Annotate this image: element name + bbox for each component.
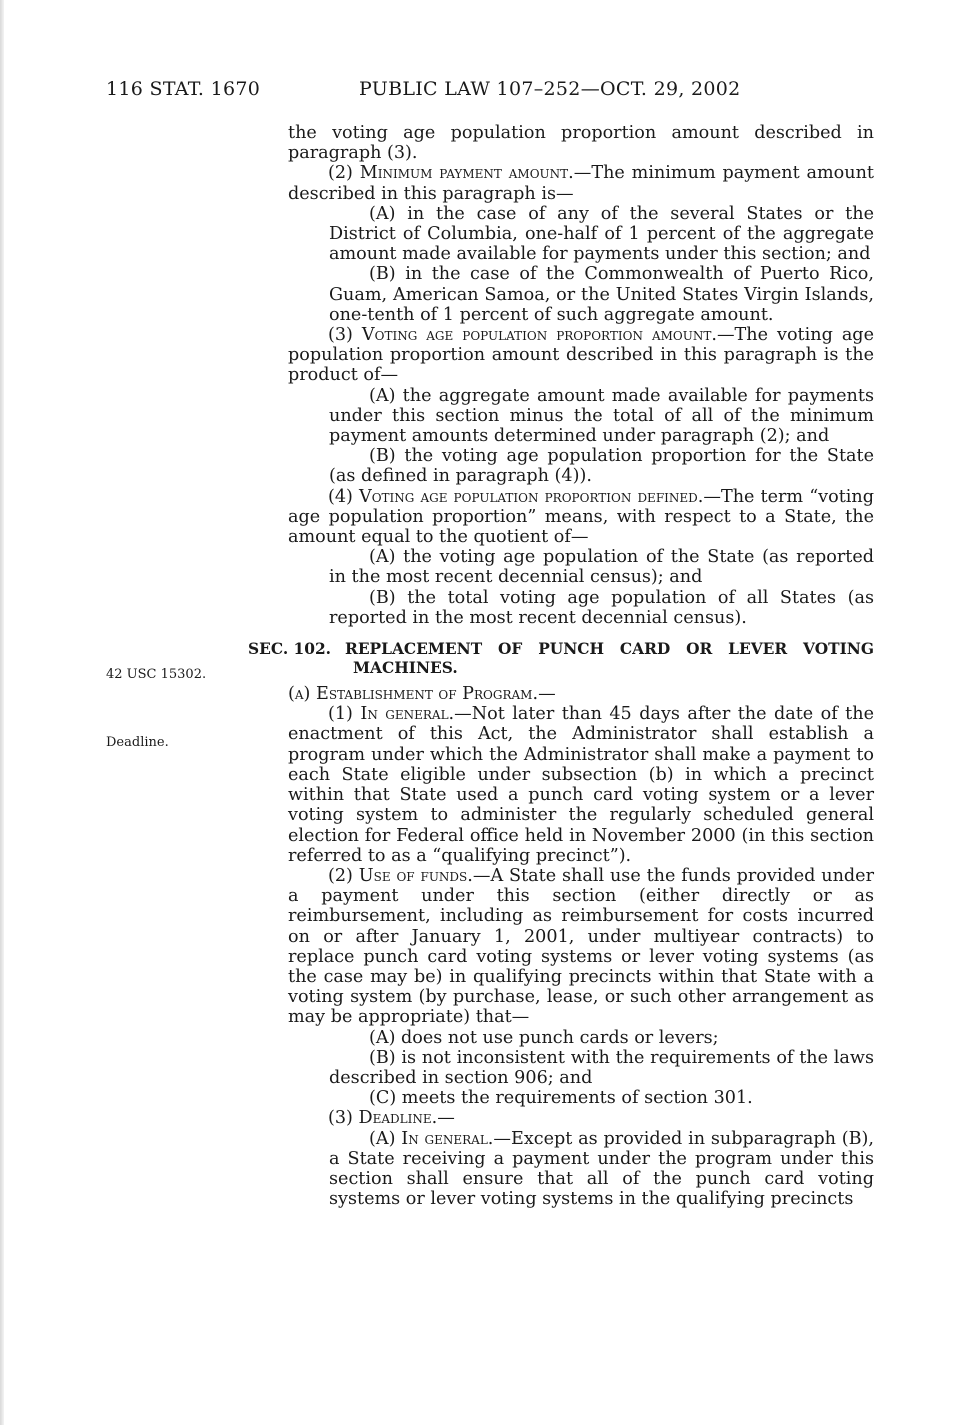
paragraph-a2-text: —A State shall use the funds provided under a payment under this section (either directly or as reimbursement, including as reimbursement for costs incurred on or after January 1, 2001, under multiyear contracts) to replace punch card voting systems or lever voting systems (as the case may be) in qualifying precincts within that State with a voting system (by purchase, lease, or such other arrangement as may be appropriate) that— xyxy=(288,865,874,1028)
subsection-a xyxy=(288,684,874,704)
subsection-a-heading: (a) Establishment of Program. xyxy=(288,684,539,705)
margin-note-usc: 42 USC 15302. xyxy=(106,667,207,682)
paragraph-a2-a: (A) does not use punch cards or levers; xyxy=(369,1027,719,1048)
paragraph-2-text: —The minimum payment amount described in this paragraph is— xyxy=(288,163,874,204)
section-heading xyxy=(248,640,874,678)
paragraph-1-continuation: the voting age population proportion amount described in paragraph (3). xyxy=(288,123,874,164)
margin-note-deadline: Deadline. xyxy=(106,735,169,750)
scan-edge xyxy=(0,0,4,1425)
section-heading-line-1 xyxy=(248,640,874,659)
paragraph-3-text: —The voting age population proportion amount described in this paragraph is the product of— xyxy=(288,325,874,386)
paragraph-3-a: (A) the aggregate amount made available for payments under this section minus the total of all of the minimum payment amounts determined under paragraph (2); and xyxy=(329,385,874,447)
paragraph-2-a: (A) in the case of any of the several States or the District of Columbia, one-half of 1 percent of the aggregate amount made available for payments under this section; and xyxy=(329,203,874,265)
paragraph-a2-heading: (2) Use of funds. xyxy=(328,865,473,886)
paragraph-4-heading: (4) Voting age population proportion defined. xyxy=(328,486,704,507)
paragraph-3-heading: (3) Voting age population proportion amount. xyxy=(328,325,717,346)
paragraph-a1-heading: (1) In general. xyxy=(328,704,455,725)
paragraph-4-a: (A) the voting age population of the State (as reported in the most recent decennial census); and xyxy=(329,547,874,588)
paragraph-4 xyxy=(288,487,874,548)
document-body xyxy=(248,123,875,1210)
paragraph-2 xyxy=(288,163,874,203)
paragraph-4-text: —The term “voting age population proportion” means, with respect to a State, the amount equal to the quotient of— xyxy=(288,486,875,548)
paragraph-a1-text: —Not later than 45 days after the date of the enactment of this Act, the Administrator shall establish a program under which the Administrator shall make a payment to each State eligible under subsection (b) in which a precinct within that State used a punch card voting system or a lever voting system to administer the regularly scheduled general election for Federal office held in November 2000 (in this section referred to as a “qualifying precinct”). xyxy=(288,704,874,866)
paragraph-a3-a xyxy=(288,1129,874,1210)
paragraph-a3 xyxy=(288,1108,874,1128)
paragraph-2-b: (B) in the case of the Commonwealth of Puerto Rico, Guam, American Samoa, or the United States Virgin Islands, one-tenth of 1 percent of such aggregate amount. xyxy=(329,264,874,325)
paragraph-a3-a-heading: (A) In general. xyxy=(369,1128,494,1149)
paragraph-a3-heading: (3) Deadline. xyxy=(328,1108,438,1129)
section-number: SEC. 102. xyxy=(248,640,332,659)
paragraph-a3-a-text: —Except as provided in subparagraph (B), a State receiving a payment under the program under this section shall ensure that all of the punch card voting systems or lever voting systems in the qualifying precincts xyxy=(329,1128,874,1210)
paragraph-2-heading: (2) Minimum payment amount. xyxy=(328,163,574,184)
subsection-a-dash: — xyxy=(538,684,556,705)
paragraph-a2-c: (C) meets the requirements of section 301. xyxy=(369,1088,753,1109)
paragraph-a2-b: (B) is not inconsistent with the requirements of the laws described in section 906; and xyxy=(329,1047,874,1088)
paragraph-a3-dash: — xyxy=(437,1108,455,1129)
paragraph-4-b: (B) the total voting age population of all States (as reported in the most recent decennial census). xyxy=(329,587,874,628)
paragraph-3-b: (B) the voting age population proportion for the State (as defined in paragraph (4)). xyxy=(329,446,874,487)
paragraph-a2 xyxy=(288,866,874,1028)
paragraph-3 xyxy=(288,325,874,386)
section-title-line-2: MACHINES. xyxy=(353,659,458,678)
paragraph-a1 xyxy=(288,704,874,866)
section-title: REPLACEMENT OF PUNCH CARD OR LEVER VOTING xyxy=(345,640,874,659)
statute-page-number: 116 STAT. 1670 xyxy=(106,78,261,100)
page-header xyxy=(106,78,876,104)
running-title: PUBLIC LAW 107–252—OCT. 29, 2002 xyxy=(359,78,741,100)
